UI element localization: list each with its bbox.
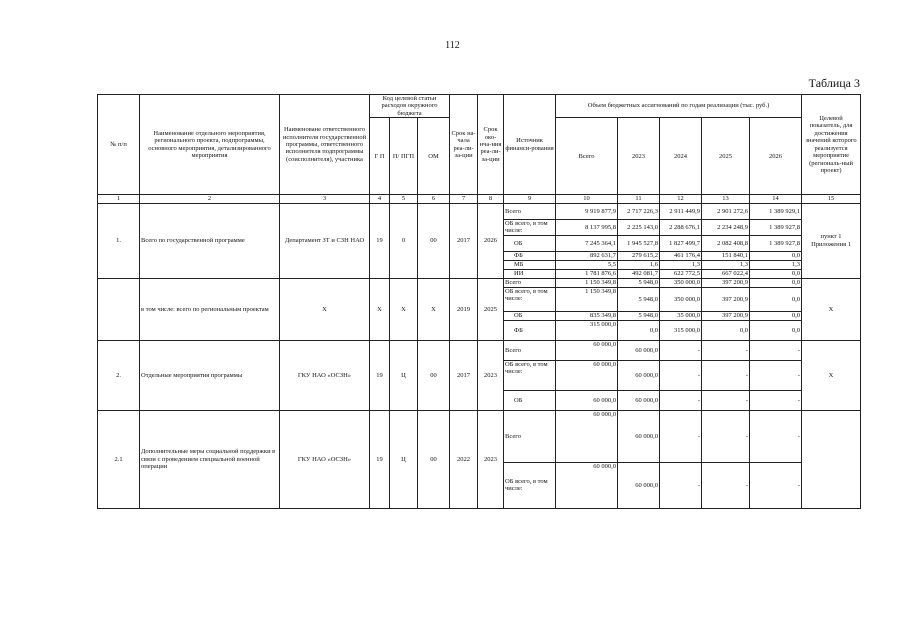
header-ppgp: П/ ПГП [390,118,418,195]
col-number: 10 [556,195,618,203]
value-2025: 667 022,4 [702,269,750,278]
header-2025: 2025 [702,118,750,195]
header-name: Наименование отдельного мероприятия, регионального проекта, подпрограммы, основного мероприятия, детализированного мероприятия [140,95,280,195]
value-2023: 60 000,0 [618,340,660,360]
value-total: 1 150 349,8 [556,287,618,311]
row-gp: 19 [370,203,390,278]
value-2023: 60 000,0 [618,410,660,462]
col-number: 9 [504,195,556,203]
row-om: Х [418,278,450,340]
row-indicator [802,410,861,508]
col-number: 13 [702,195,750,203]
value-total: 60 000,0 [556,360,618,390]
value-2025: 2 082 408,8 [702,235,750,251]
source-cell: МБ [504,260,556,269]
value-2023: 60 000,0 [618,360,660,390]
row-om: 00 [418,340,450,410]
value-2026: 1,3 [750,260,802,269]
value-2023: 1 945 527,8 [618,235,660,251]
row-number: 2.1 [98,410,140,508]
value-2024: 350 000,0 [660,287,702,311]
value-2026: - [750,390,802,410]
header-num: № п/п [98,95,140,195]
value-2026: - [750,462,802,508]
header-indicator: Целевой показатель, для достижения значений которого реализуется мероприятие (региональ-ный проект) [802,95,861,195]
value-2024: - [660,360,702,390]
value-total: 9 919 877,9 [556,203,618,219]
row-name: в том числе: всего по региональным проектам [140,278,280,340]
value-2024: - [660,410,702,462]
row-name: Всего по государственной программе [140,203,280,278]
header-2023: 2023 [618,118,660,195]
source-cell: ОБ всего, в том числе: [504,287,556,311]
col-number: 4 [370,195,390,203]
header-total: Всего [556,118,618,195]
value-total: 60 000,0 [556,410,618,462]
header-executor: Наименоване ответственного исполнителя государственной программы, ответственного исполнителя подпрограммы (соисполнителя), участника [280,95,370,195]
value-2024: 35 000,0 [660,311,702,320]
header-2024: 2024 [660,118,702,195]
value-2024: 461 176,4 [660,251,702,260]
row-number [98,278,140,340]
row-end: 2026 [478,203,504,278]
col-number: 15 [802,195,861,203]
source-cell: ИИ [504,269,556,278]
row-start: 2019 [450,278,478,340]
value-2025: - [702,390,750,410]
row-pp: Х [390,278,418,340]
value-2023: 5 948,0 [618,278,660,287]
value-2024: 1 827 499,7 [660,235,702,251]
value-2025: 397 200,9 [702,278,750,287]
value-2025: 0,0 [702,320,750,340]
value-total: 1 781 876,6 [556,269,618,278]
value-2025: 1,3 [702,260,750,269]
value-2023: 492 081,7 [618,269,660,278]
col-number: 8 [478,195,504,203]
row-end: 2025 [478,278,504,340]
value-2023: 2 225 143,0 [618,219,660,235]
header-2026: 2026 [750,118,802,195]
row-gp: Х [370,278,390,340]
value-total: 1 150 349,8 [556,278,618,287]
header-code: Код целевой статьи расходов окружного бюджета [370,95,450,118]
value-total: 60 000,0 [556,390,618,410]
value-2026: 0,0 [750,278,802,287]
value-2024: 2 288 676,1 [660,219,702,235]
row-pp: 0 [390,203,418,278]
source-cell: Всего [504,410,556,462]
value-2025: - [702,360,750,390]
source-cell: Всего [504,203,556,219]
source-cell: ОБ [504,311,556,320]
value-total: 315 000,0 [556,320,618,340]
row-gp: 19 [370,340,390,410]
row-pp: Ц [390,410,418,508]
value-2024: 1,3 [660,260,702,269]
value-2025: 2 234 248,9 [702,219,750,235]
row-indicator: Х [802,340,861,410]
row-om: 00 [418,410,450,508]
row-indicator: пункт 1 Приложения 1 [802,203,861,278]
value-2023: 5 948,0 [618,287,660,311]
value-total: 60 000,0 [556,462,618,508]
col-number: 12 [660,195,702,203]
table-title: Таблица 3 [808,76,860,90]
row-start: 2022 [450,410,478,508]
col-number: 3 [280,195,370,203]
value-2024: - [660,340,702,360]
source-cell: ОБ всего, в том числе: [504,360,556,390]
row-number: 1. [98,203,140,278]
value-2024: - [660,390,702,410]
row-number: 2. [98,340,140,410]
value-2025: 2 901 272,6 [702,203,750,219]
value-2026: 1 389 927,8 [750,219,802,235]
value-total: 60 000,0 [556,340,618,360]
value-2024: 315 000,0 [660,320,702,340]
value-2026: - [750,360,802,390]
row-executor: ГКУ НАО «ОСЗН» [280,410,370,508]
value-2024: 2 911 449,9 [660,203,702,219]
row-executor: Х [280,278,370,340]
source-cell: ОБ всего, в том числе: [504,219,556,235]
value-2023: 60 000,0 [618,390,660,410]
col-number: 14 [750,195,802,203]
value-total: 5,5 [556,260,618,269]
value-2025: 397 200,9 [702,311,750,320]
value-2024: - [660,462,702,508]
col-number: 2 [140,195,280,203]
col-number: 5 [390,195,418,203]
value-2026: 0,0 [750,320,802,340]
row-end: 2023 [478,340,504,410]
row-pp: Ц [390,340,418,410]
page-number: 112 [445,40,460,51]
header-end: Срок око-нча-ния реа-ли-за-ции [478,95,504,195]
source-cell: ОБ [504,390,556,410]
value-2023: 5 948,0 [618,311,660,320]
value-2023: 0,0 [618,320,660,340]
source-cell: Всего [504,340,556,360]
value-2026: - [750,340,802,360]
value-2023: 60 000,0 [618,462,660,508]
source-cell: ОБ [504,235,556,251]
value-total: 835 349,8 [556,311,618,320]
row-executor: ГКУ НАО «ОСЗН» [280,340,370,410]
row-executor: Департамент ЗТ и СЗН НАО [280,203,370,278]
source-cell: ФБ [504,251,556,260]
value-2026: 1 389 929,1 [750,203,802,219]
value-2023: 1,6 [618,260,660,269]
row-indicator: Х [802,278,861,340]
value-2026: 0,0 [750,287,802,311]
value-2023: 2 717 226,3 [618,203,660,219]
row-start: 2017 [450,340,478,410]
row-start: 2017 [450,203,478,278]
value-2025: 397 200,9 [702,287,750,311]
row-name: Отдельные мероприятия программы [140,340,280,410]
col-number: 11 [618,195,660,203]
header-source: Источник финанси-рования [504,95,556,195]
value-2026: 0,0 [750,251,802,260]
row-om: 00 [418,203,450,278]
value-2024: 350 000,0 [660,278,702,287]
col-number: 7 [450,195,478,203]
row-gp: 19 [370,410,390,508]
value-2024: 622 772,5 [660,269,702,278]
value-2025: 151 840,1 [702,251,750,260]
value-2025: - [702,410,750,462]
value-2025: - [702,462,750,508]
source-cell: Всего [504,278,556,287]
value-total: 8 137 995,8 [556,219,618,235]
col-number: 6 [418,195,450,203]
header-volume: Объем бюджетных ассигнований по годам реализации (тыс. руб.) [556,95,802,118]
value-2026: - [750,410,802,462]
header-start: Срок на-чала реа-ли-за-ции [450,95,478,195]
value-total: 892 631,7 [556,251,618,260]
value-2026: 0,0 [750,311,802,320]
value-2025: - [702,340,750,360]
value-2023: 279 615,2 [618,251,660,260]
row-end: 2023 [478,410,504,508]
source-cell: ФБ [504,320,556,340]
row-name: Дополнительные меры социальной поддержки в связи с проведением специальной военной операции [140,410,280,508]
value-2026: 1 389 927,8 [750,235,802,251]
header-gp: Г П [370,118,390,195]
value-total: 7 245 364,1 [556,235,618,251]
value-2026: 0,0 [750,269,802,278]
budget-table [97,94,861,509]
header-om: ОМ [418,118,450,195]
source-cell: ОБ всего, в том числе: [504,462,556,508]
col-number: 1 [98,195,140,203]
